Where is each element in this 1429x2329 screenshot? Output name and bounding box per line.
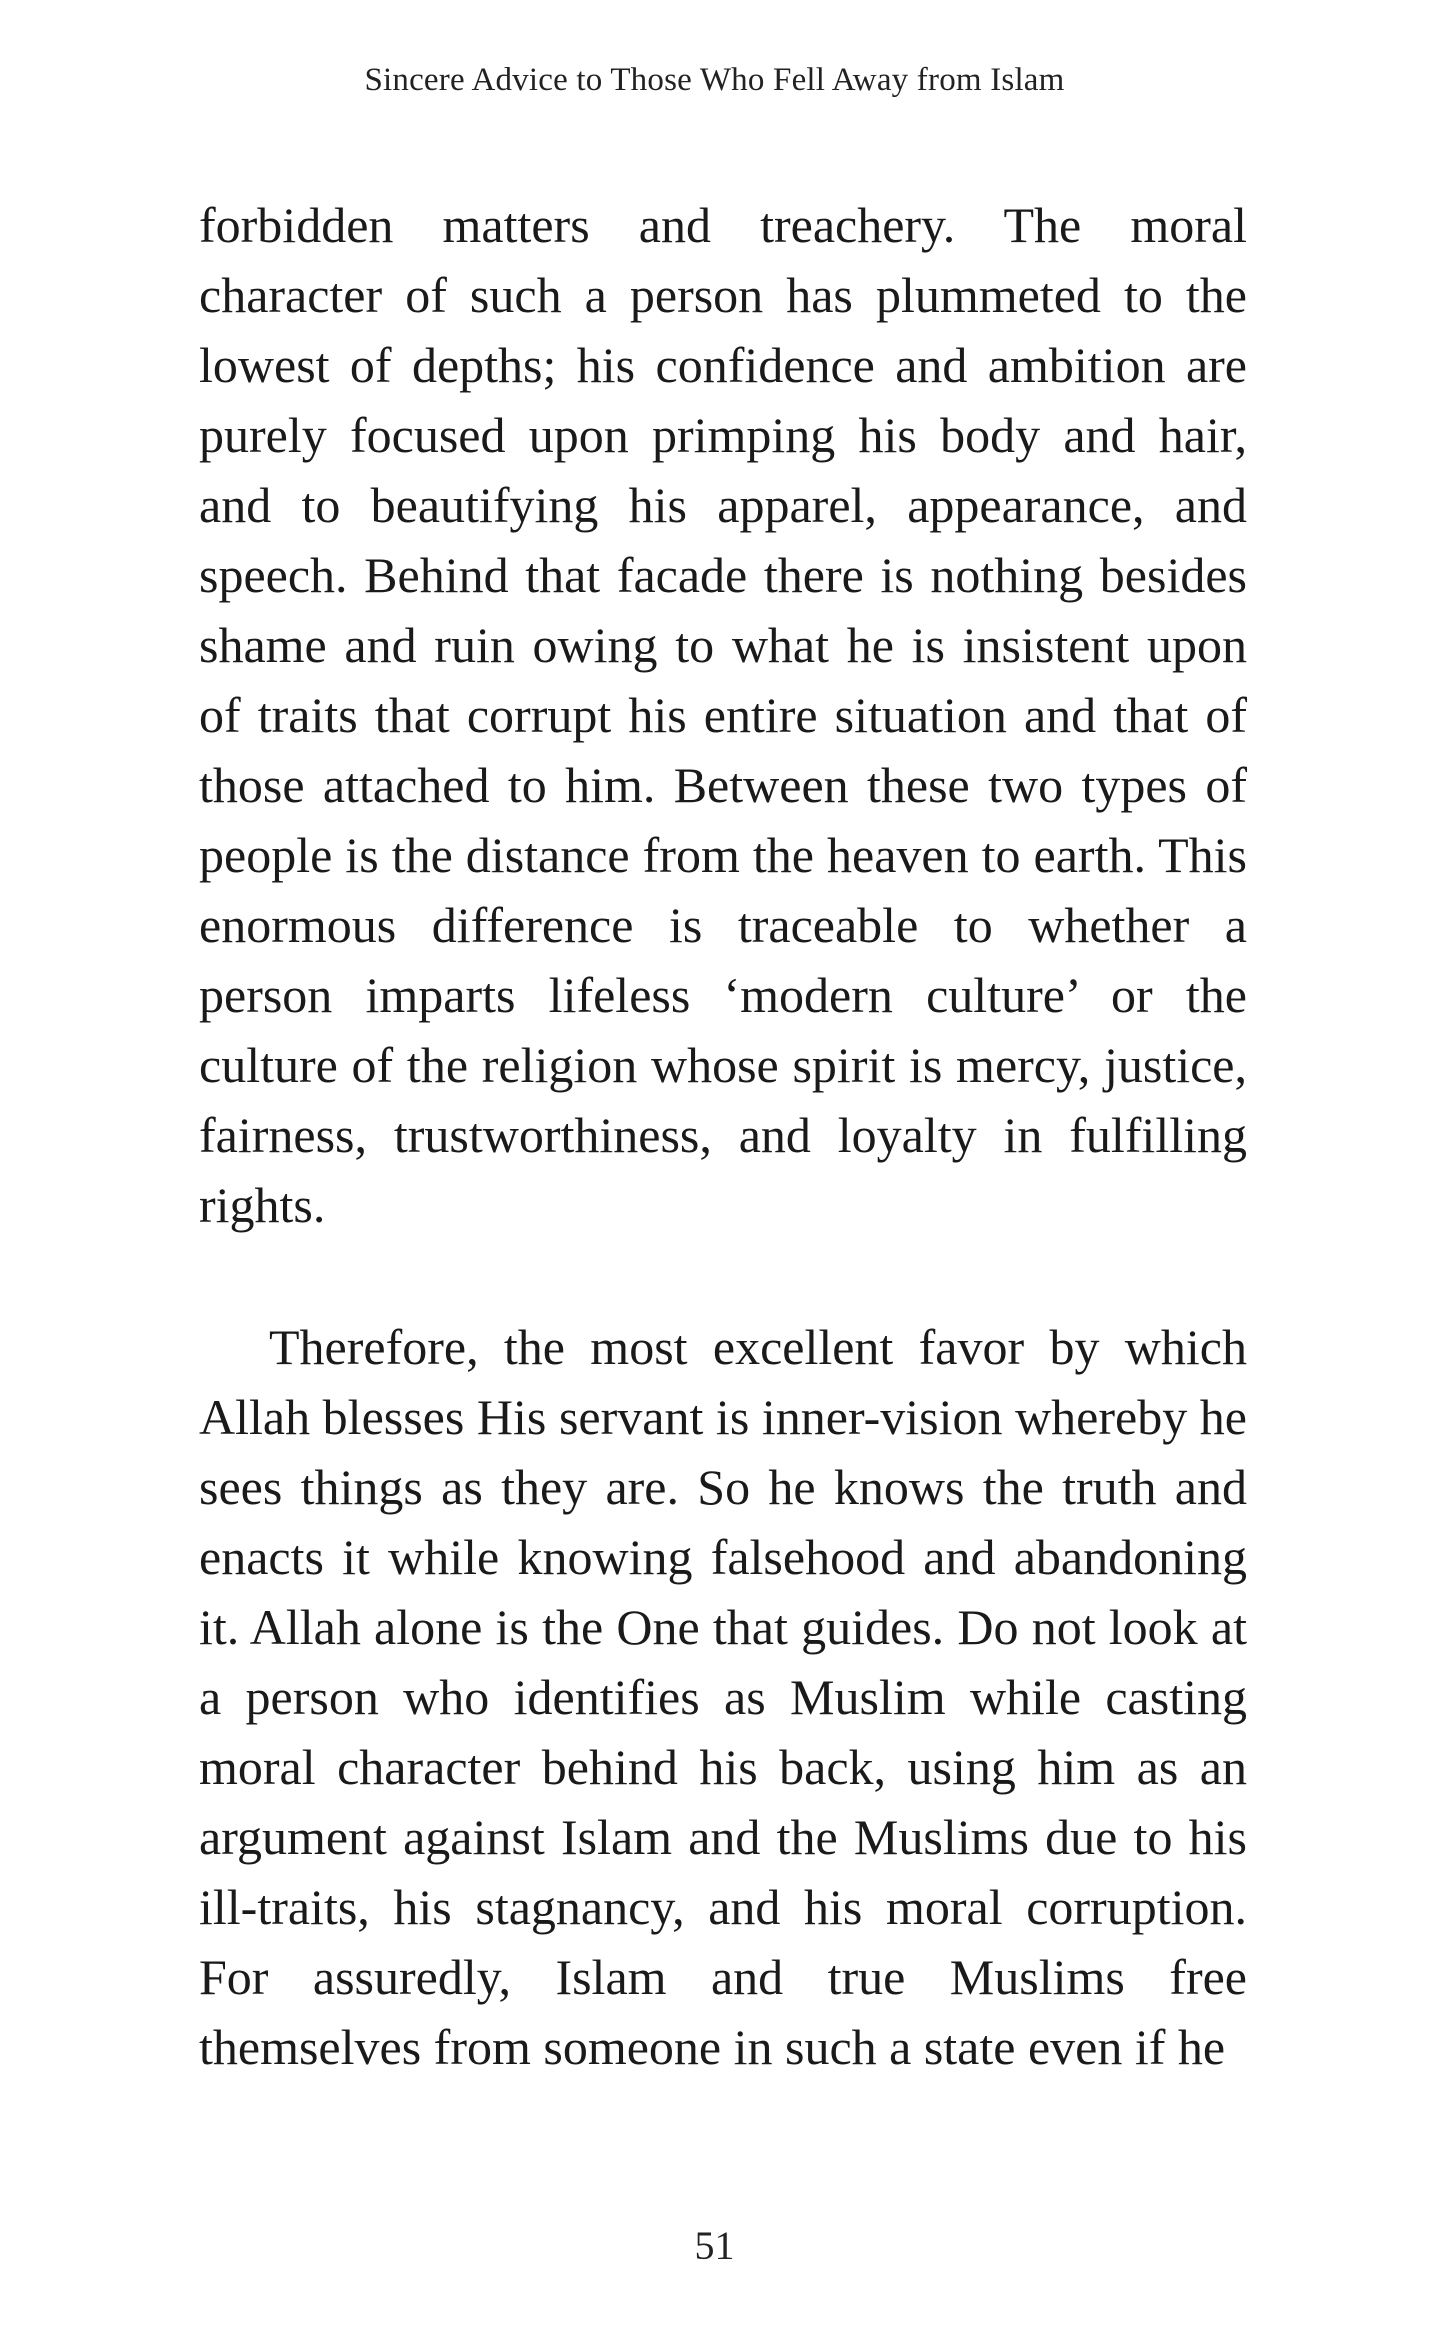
- running-header-title: Sincere Advice to Those Who Fell Away from Islam: [364, 62, 1065, 98]
- page-number: 51: [694, 2223, 735, 2268]
- body-paragraph: forbidden matters and treachery. The moral character of such a person has plummeted to the lowest of depths; his confidence and ambition are purely focused upon primping his body and hair, and to beautifying his apparel, appearance, and speech. Behind that facade there is nothing besides shame and ruin owing to what he is insistent upon of traits that corrupt his entire situation and that of those attached to him. Between these two types of people is the distance from the heaven to earth. This enormous difference is traceable to whether a person imparts lifeless ‘modern culture’ or the culture of the religion whose spirit is mercy, justice, fairness, trustworthiness, and loyalty in fulfilling rights.: [199, 197, 1247, 1233]
- body-paragraph: Therefore, the most excellent favor by which Allah blesses His servant is inner-vision whereby he sees things as they are. So he knows the truth and enacts it while knowing falsehood and abandoning it. Allah alone is the One that guides. Do not look at a person who identifies as Muslim while casting moral character behind his back, using him as an argument against Islam and the Muslims due to his ill-traits, his stagnancy, and his moral corruption. For assuredly, Islam and true Muslims free themselves from someone in such a state even if he: [199, 1319, 1247, 2075]
